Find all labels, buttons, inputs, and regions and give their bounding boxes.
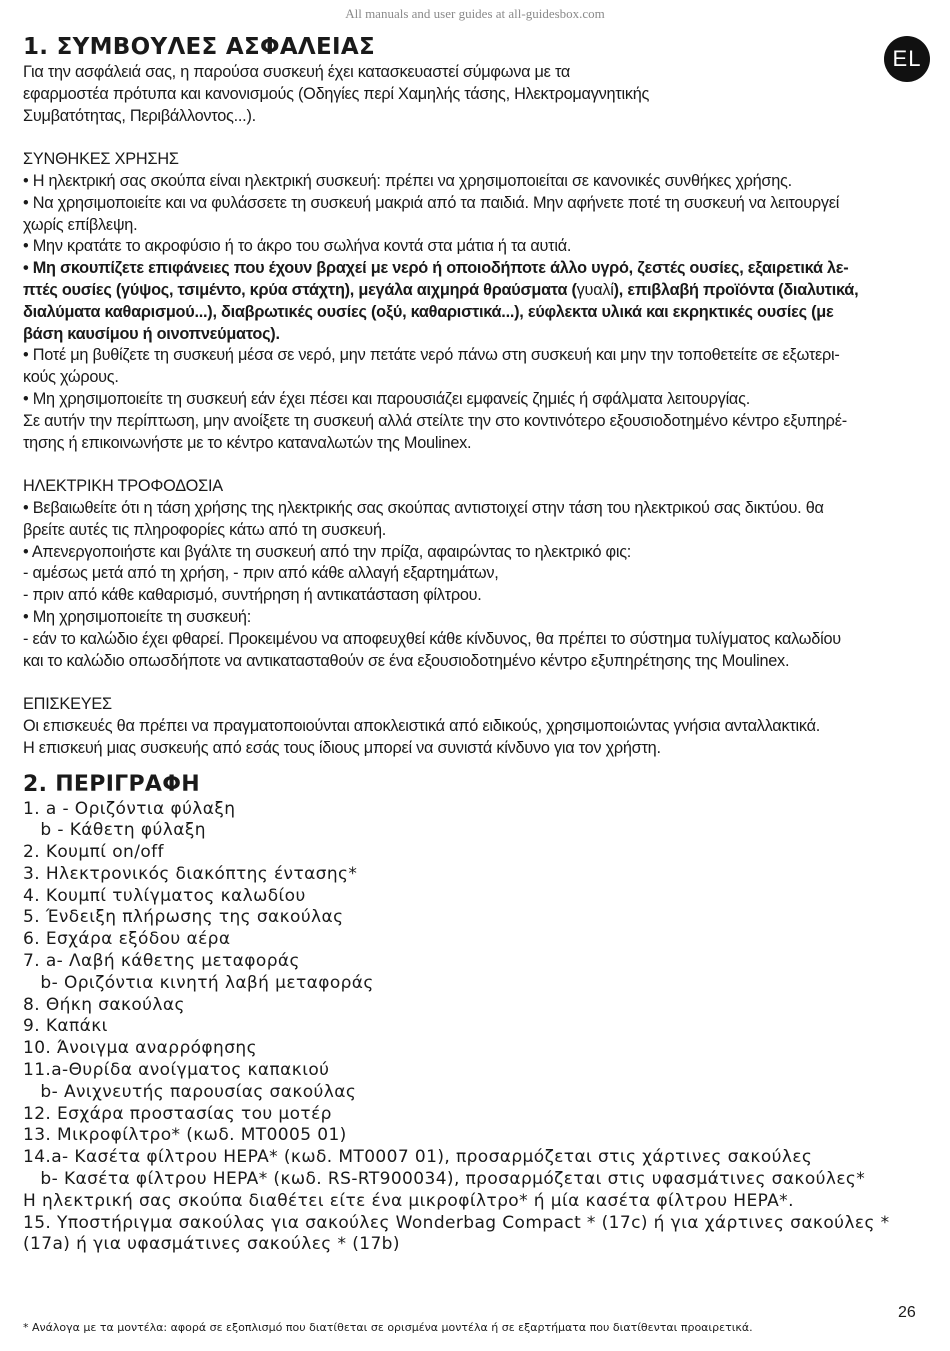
repairs-line: Οι επισκευές θα πρέπει να πραγματοποιούνται αποκλειστικά από ειδικούς, χρησιμοποιώντας γνήσια ανταλλακτικά.: [23, 716, 821, 735]
description-line: 8. Θήκη σακούλας: [23, 994, 185, 1015]
watermark-text: All manuals and user guides at all-guidesbox.com: [345, 6, 605, 21]
page-number: 26: [898, 1304, 916, 1321]
description-line: Η ηλεκτρική σας σκούπα διαθέτει είτε ένα μικροφίλτρο* ή μία κασέτα φίλτρου HEPA*.: [23, 1190, 794, 1211]
description-line: b- Ανιχνευτής παρουσίας σακούλας: [23, 1081, 357, 1102]
conditions-line: • Ποτέ μη βυθίζετε τη συσκευή μέσα σε νερό, μην πετάτε νερό πάνω στη συσκευή και μην την τοποθετείτε σε εξωτερι-: [23, 346, 840, 365]
description-line: 7. a- Λαβή κάθετης μεταφοράς: [23, 951, 300, 972]
intro-line: εφαρμοστέα πρότυπα και κανονισμούς (Οδηγίες περί Χαμηλής τάσης, Ηλεκτρομαγνητικής: [23, 84, 650, 103]
description-line: b- Κασέτα φίλτρου HEPA* (κωδ. RS-RT900034), προσαρμόζεται στις υφασμάτινες σακούλες*: [23, 1169, 866, 1190]
conditions-line: χωρίς επίβλεψη.: [23, 215, 138, 234]
repairs-line: Η επισκευή μιας συσκευής από εσάς τους ίδιους μπορεί να συνιστά κίνδυνο για τον χρήστη.: [23, 738, 661, 757]
warning-text-normal: γυαλί: [576, 280, 614, 299]
description-line: 13. Μικροφίλτρο* (κωδ. MT0005 01): [23, 1125, 347, 1146]
conditions-warning-line: • Μη σκουπίζετε επιφάνειες που έχουν βραχεί με νερό ή οποιοδήποτε άλλο υγρό, ζεστές ουσίες, εξαιρετικά λε-: [23, 259, 849, 278]
language-badge: EL: [884, 36, 930, 82]
description-line: b- Οριζόντια κινητή λαβή μεταφοράς: [23, 972, 374, 993]
conditions-line: • Μην κρατάτε το ακροφύσιο ή το άκρο του σωλήνα κοντά στα μάτια ή τα αυτιά.: [23, 237, 572, 256]
description-line: 1. a - Οριζόντια φύλαξη: [23, 798, 236, 819]
description-line: 4. Κουμπί τυλίγματος καλωδίου: [23, 885, 306, 906]
warning-text: ), επιβλαβή προϊόντα (διαλυτικά,: [613, 280, 859, 299]
description-line: (17a) ή για υφασμάτινες σακούλες * (17b): [23, 1234, 400, 1255]
section-1-title: 1. ΣΥΜΒΟΥΛΕΣ ΑΣΦΑΛΕΙΑΣ: [23, 34, 376, 60]
description-line: 15. Υποστήριγμα σακούλας για σακούλες Wonderbag Compact * (17c) ή για χάρτινες σακούλες *: [23, 1212, 890, 1233]
conditions-line: • Να χρησιμοποιείτε και να φυλάσσετε τη συσκευή μακριά από τα παιδιά. Μην αφήνετε ποτέ τη συσκευή να λειτουργεί: [23, 193, 840, 212]
description-line: 5. Ένδειξη πλήρωσης της σακούλας: [23, 907, 344, 928]
power-line: - εάν το καλώδιο έχει φθαρεί. Προκειμένου να αποφευχθεί κάθε κίνδυνος, θα πρέπει το σύστημα τυλίγματος καλωδίου: [23, 629, 841, 648]
conditions-line: Σε αυτήν την περίπτωση, μην ανοίξετε τη συσκευή αλλά στείλτε την στο κοντινότερο εξουσιοδοτημένο κέντρο εξυπηρέ-: [23, 411, 847, 430]
conditions-line: τησης ή επικοινωνήστε με το κέντρο καταναλωτών της Moulinex.: [23, 433, 472, 452]
power-line: βρείτε αυτές τις πληροφορίες κάτω από τη συσκευή.: [23, 520, 387, 539]
power-line: - αμέσως μετά από τη χρήση, - πριν από κάθε αλλαγή εξαρτημάτων,: [23, 564, 499, 583]
power-heading: ΗΛΕΚΤΡΙΚΗ ΤΡΟΦΟΔΟΣΙΑ: [23, 477, 223, 496]
description-line: 14.a- Κασέτα φίλτρου HEPA* (κωδ. MT0007 01), προσαρμόζεται στις χάρτινες σακούλες: [23, 1147, 813, 1168]
conditions-warning-line: [23, 280, 923, 302]
description-line: 2. Κουμπί on/off: [23, 842, 164, 863]
conditions-warning-line: βάση καυσίμου ή οινοπνεύματος).: [23, 324, 280, 343]
description-line: 10. Άνοιγμα αναρρόφησης: [23, 1038, 257, 1059]
conditions-line: • Η ηλεκτρική σας σκούπα είναι ηλεκτρική συσκευή: πρέπει να χρησιμοποιείται σε κανονικές συνθήκες χρήσης.: [23, 171, 792, 190]
intro-line: Συμβατότητας, Περιβάλλοντος...).: [23, 106, 256, 125]
power-line: • Μη χρησιμοποιείτε τη συσκευή:: [23, 607, 252, 626]
conditions-warning-line: διαλύματα καθαρισμού...), διαβρωτικές ουσίες (οξύ, καθαριστικά...), εύφλεκτα υλικά και εκρηκτικές ουσίες (με: [23, 302, 834, 321]
footnote: * Ανάλογα με τα μοντέλα: αφορά σε εξοπλισμό που διατίθεται σε ορισμένα μοντέλα ή σε εξαρτήματα που διατίθενται προαιρετικά.: [23, 1321, 753, 1334]
description-line: 3. Ηλεκτρονικός διακόπτης έντασης*: [23, 863, 358, 884]
warning-text: πτές ουσίες (γύψος, τσιμέντο, κρύα στάχτη), μεγάλα αιχμηρά θραύσματα (: [23, 280, 577, 299]
page-content: [23, 34, 923, 1256]
description-line: 11.a-Θυρίδα ανοίγματος καπακιού: [23, 1060, 330, 1081]
intro-line: Για την ασφάλειά σας, η παρούσα συσκευή έχει κατασκευαστεί σύμφωνα με τα: [23, 63, 571, 81]
power-line: • Απενεργοποιήστε και βγάλτε τη συσκευή από την πρίζα, αφαιρώντας το ηλεκτρικό φις:: [23, 542, 632, 561]
repairs-heading: ΕΠΙΣΚΕΥΕΣ: [23, 695, 112, 714]
description-line: b - Κάθετη φύλαξη: [23, 820, 206, 841]
conditions-line: • Μη χρησιμοποιείτε τη συσκευή εάν έχει πέσει και παρουσιάζει εμφανείς ζημιές ή σφάλματα λειτουργίας.: [23, 389, 750, 408]
power-line: και το καλώδιο οπωσδήποτε να αντικατασταθούν σε ένα εξουσιοδοτημένο κέντρο εξυπηρέτησης της Moulinex.: [23, 651, 790, 670]
description-line: 9. Καπάκι: [23, 1016, 108, 1037]
conditions-line: κούς χώρους.: [23, 368, 119, 387]
section-2-title: 2. ΠΕΡΙΓΡΑΦΗ: [23, 771, 200, 797]
conditions-heading: ΣΥΝΘΗΚΕΣ ΧΡΗΣΗΣ: [23, 150, 179, 169]
power-line: • Βεβαιωθείτε ότι η τάση χρήσης της ηλεκτρικής σας σκούπας αντιστοιχεί στην τάση του ηλεκτρικού σας δικτύου. θα: [23, 498, 824, 517]
description-line: 12. Εσχάρα προστασίας του μοτέρ: [23, 1103, 332, 1124]
power-line: - πριν από κάθε καθαρισμό, συντήρηση ή αντικατάσταση φίλτρου.: [23, 586, 482, 605]
description-line: 6. Εσχάρα εξόδου αέρα: [23, 929, 231, 950]
